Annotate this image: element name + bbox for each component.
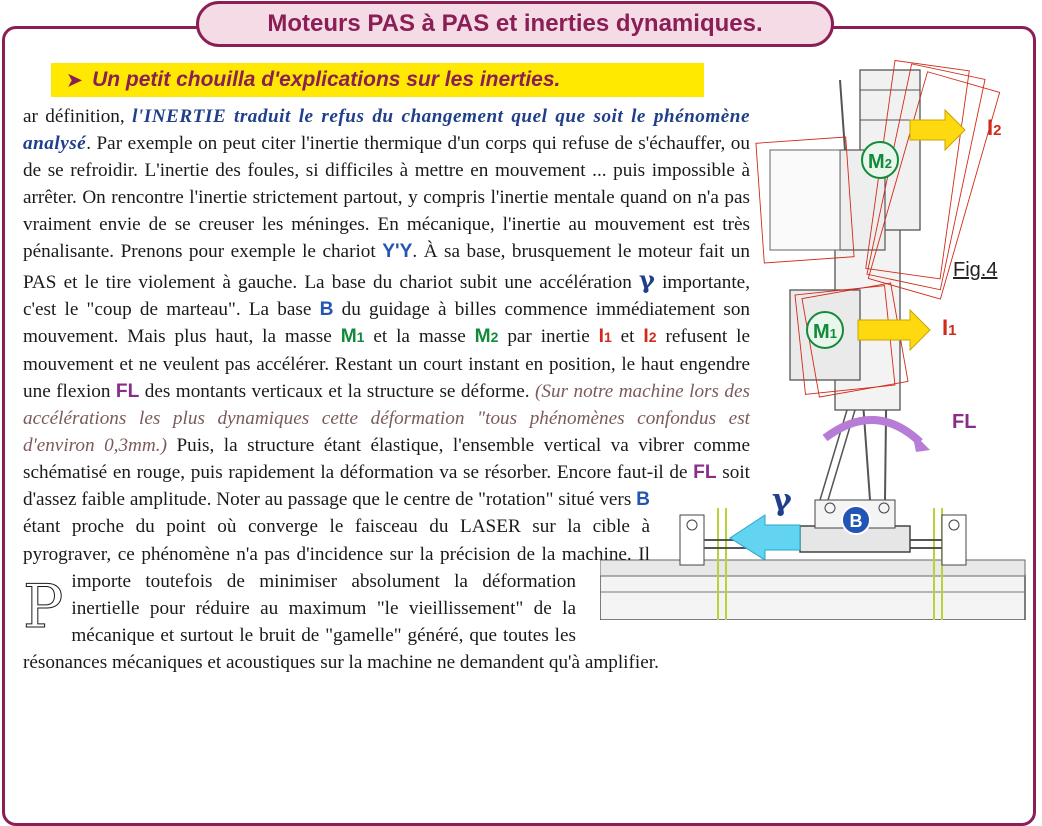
- fl-label: FL: [952, 411, 977, 433]
- var-i2-sub: 2: [648, 328, 657, 345]
- var-b: B: [636, 489, 650, 511]
- body-text-run: . Par exemple on peut citer l'inertie thermique d'un corps qui refuse de s'échauffer, ou de se refroidir. L'inertie des foules, si difficiles à mettre en mouvement ... puis impossible à arrêter. On rencontre l'inertie strictement partout, y compris l'inertie mentale quand on n'a pas vraiment envie de se creuser les méninges. En mécanique, l'inertie au mouvement est très pénalisante. Prenons pour exemple le chariot: [23, 133, 750, 263]
- var-m2-letter: M: [474, 325, 491, 347]
- gamma-label: γ: [772, 483, 792, 518]
- body-text-run: Puis, la structure étant élastique, l'ensemble vertical va vibrer comme schématisé en rouge, puis rapidement la déformation va se résorber. Encore faut-il de: [23, 435, 751, 484]
- m1-badge-label: M1: [813, 321, 837, 343]
- arrow-bullet-icon: ➤: [67, 69, 83, 90]
- dropcap: P: [23, 572, 64, 642]
- b-badge-label: B: [849, 511, 863, 531]
- var-i1: [599, 326, 612, 347]
- i2-label: I2: [987, 115, 1002, 140]
- deformation-note: (Sur notre machine lors des accélérations les plus dynamiques cette déformation "tous phénomènes confondus est d'environ 0,3mm.): [23, 380, 750, 457]
- i1-label: I1: [942, 315, 957, 340]
- body-text-run: soit d'assez faible amplitude. Noter au passage que le centre de "rotation" situé vers: [23, 462, 750, 511]
- body-text-run: ar définition,: [23, 106, 133, 127]
- var-i2-letter: I: [643, 325, 649, 347]
- var-fl: FL: [693, 462, 717, 484]
- var-fl: FL: [115, 380, 140, 402]
- var-yy: Y'Y: [382, 241, 413, 263]
- body-text-run: du guidage à billes commence immédiatement son mouvement. Mais plus haut, la masse: [23, 298, 751, 347]
- var-gamma: γ: [639, 264, 655, 294]
- m2-badge-label: M2: [868, 151, 892, 173]
- body-text-run: . À sa base, brusquement le moteur fait un PAS et le tire violement à gauche. La base du chariot subit une accélération: [23, 241, 750, 293]
- var-m1-letter: M: [340, 325, 357, 347]
- page-title-text: Moteurs PAS à PAS et inerties dynamiques.: [267, 10, 763, 37]
- body-text-run: importante, c'est le "coup de marteau". La base: [23, 271, 750, 320]
- section-heading-text: Un petit chouilla d'explications sur les inerties.: [92, 68, 561, 91]
- var-i1-sub: 1: [603, 328, 612, 345]
- body-text-run: refusent le mouvement et ne veulent pas accélérer. Restant un court instant en position, le haut engendre une flexion: [23, 325, 750, 402]
- figure-spacer-bottom: [576, 579, 1022, 634]
- article-body: [23, 103, 1022, 676]
- body-text-run: étant proche du point où converge le faisceau du LASER sur la cible à pyrograver, ce phénomène n'a pas d'incidence sur la précision de la machine. Il importe toutefois de minimiser absolument la déformation inertielle pour réduire au maximum "le vieillissement" de la mécanique et surtout le bruit de "gamelle" généré, que toutes les résonances mécaniques et acoustiques sur la machine ne demandent qu'à amplifier.: [23, 516, 659, 673]
- var-m2: [475, 326, 499, 347]
- var-m1: [341, 326, 365, 347]
- var-m1-sub: 1: [356, 328, 365, 345]
- var-b: B: [319, 298, 334, 320]
- page-title: [196, 1, 834, 47]
- var-i1-letter: I: [598, 325, 604, 347]
- body-text-run: et: [611, 325, 644, 347]
- body-text-run: des montants verticaux et la structure se déforme.: [139, 380, 536, 402]
- body-text-run: et la masse: [364, 325, 475, 347]
- figure-spacer-mid: [650, 496, 1022, 579]
- figure-spacer-top: [750, 103, 1022, 496]
- var-i2: [643, 326, 656, 347]
- inertia-definition: l'INERTIE traduit le refus du changement quel que soit le phénomène analysé: [23, 106, 750, 155]
- body-text-run: par inertie: [498, 325, 599, 347]
- var-m2-sub: 2: [490, 328, 499, 345]
- figure-caption: Fig.4: [953, 259, 998, 281]
